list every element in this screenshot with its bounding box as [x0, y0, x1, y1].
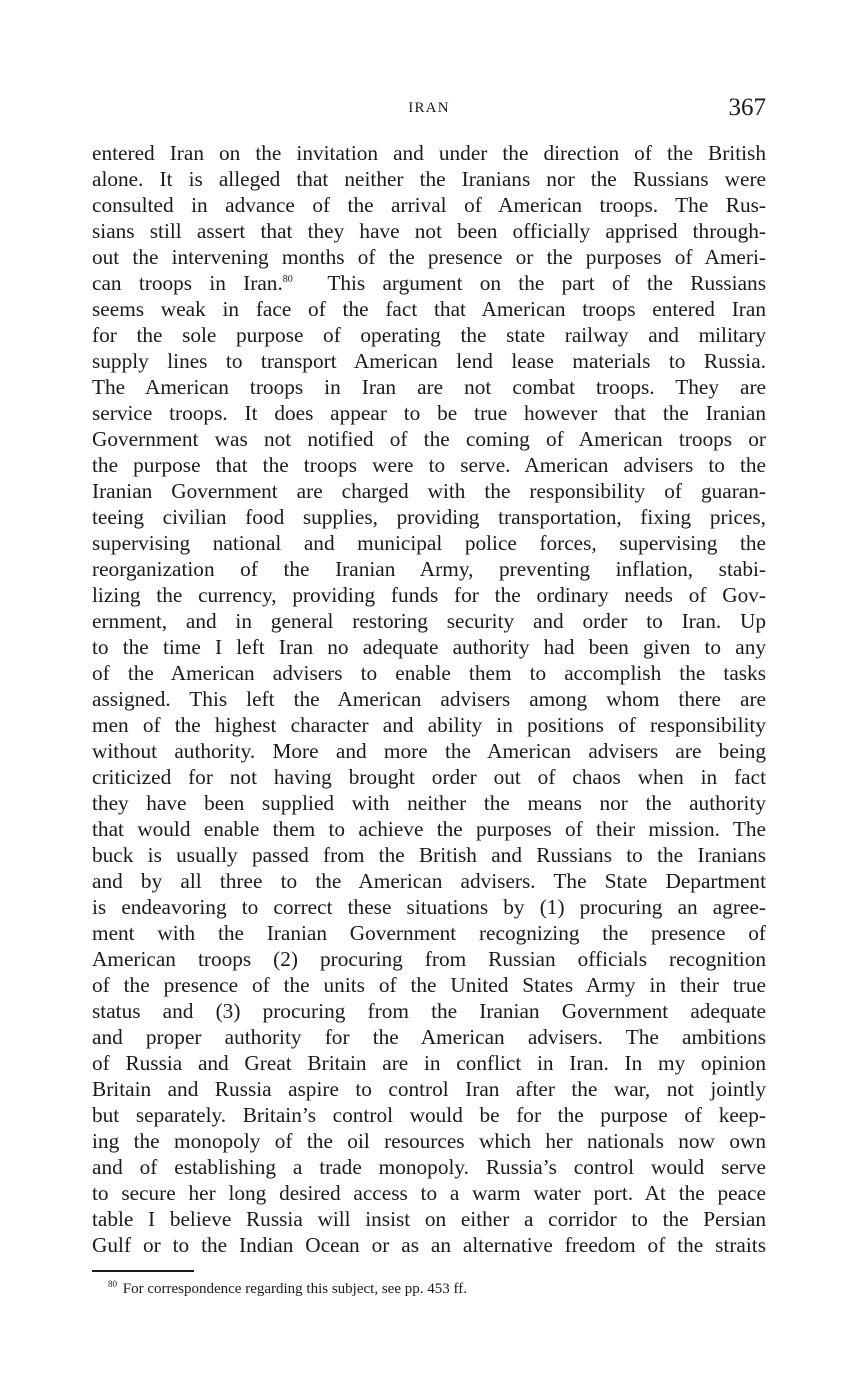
text-line: and proper authority for the American advisers. The ambitions [92, 1025, 766, 1049]
text-line: that would enable them to achieve the purposes of their mission. The [92, 817, 766, 841]
text-line: ment with the Iranian Government recognizing the presence of [92, 921, 766, 945]
text-line: men of the highest character and ability in positions of responsibility [92, 713, 766, 737]
text-line: The American troops in Iran are not combat troops. They are [92, 375, 766, 399]
running-head [92, 94, 766, 126]
text-line: reorganization of the Iranian Army, preventing inflation, stabi- [92, 557, 766, 581]
text-line: table I believe Russia will insist on either a corridor to the Persian [92, 1207, 766, 1231]
text-line: supply lines to transport American lend lease materials to Russia. [92, 349, 766, 373]
text-line: to the time I left Iran no adequate authority had been given to any [92, 635, 766, 659]
text-line: for the sole purpose of operating the state railway and military [92, 323, 766, 347]
page-number: 367 [728, 94, 766, 121]
text-line: Iranian Government are charged with the responsibility of guaran- [92, 479, 766, 503]
text-line: entered Iran on the invitation and under the direction of the British [92, 141, 766, 165]
text-line: of Russia and Great Britain are in conflict in Iran. In my opinion [92, 1051, 766, 1075]
text-line: ernment, and in general restoring security and order to Iran. Up [92, 609, 766, 633]
text-line: supervising national and municipal police forces, supervising the [92, 531, 766, 555]
text-line: is endeavoring to correct these situations by (1) procuring an agree- [92, 895, 766, 919]
footnote-reference: 80 [282, 274, 293, 285]
text-line: of the presence of the units of the United States Army in their true [92, 973, 766, 997]
text-line: status and (3) procuring from the Iranian Government adequate [92, 999, 766, 1023]
text-line: consulted in advance of the arrival of American troops. The Rus- [92, 193, 766, 217]
text-line: the purpose that the troops were to serve. American advisers to the [92, 453, 766, 477]
text-line: service troops. It does appear to be true however that the Iranian [92, 401, 766, 425]
text-line: and of establishing a trade monopoly. Russia’s control would serve [92, 1155, 766, 1179]
text-line: ing the monopoly of the oil resources which her nationals now own [92, 1129, 766, 1153]
body-text [92, 140, 766, 1258]
text-line: and by all three to the American advisers. The State Department [92, 869, 766, 893]
text-line: lizing the currency, providing funds for the ordinary needs of Gov- [92, 583, 766, 607]
running-title: IRAN [408, 100, 450, 116]
footnote [108, 1281, 467, 1298]
text-line: criticized for not having brought order out of chaos when in fact [92, 765, 766, 789]
text-line: assigned. This left the American advisers among whom there are [92, 687, 766, 711]
text-line: Government was not notified of the coming of American troops or [92, 427, 766, 451]
text-line: of the American advisers to enable them to accomplish the tasks [92, 661, 766, 685]
text-line: American troops (2) procuring from Russian officials recognition [92, 947, 766, 971]
footnote-marker: 80 [108, 1279, 117, 1289]
text-line: teeing civilian food supplies, providing transportation, fixing prices, [92, 505, 766, 529]
text-fragment: can troops in Iran. [92, 271, 283, 295]
text-fragment: This argument on the part of the Russians [327, 271, 766, 295]
text-line: to secure her long desired access to a warm water port. At the peace [92, 1181, 766, 1205]
text-line: Britain and Russia aspire to control Iran after the war, not jointly [92, 1077, 766, 1101]
footnote-text: For correspondence regarding this subject, see pp. 453 ff. [122, 1281, 467, 1297]
text-line: Gulf or to the Indian Ocean or as an alternative freedom of the straits [92, 1233, 766, 1257]
text-line: but separately. Britain’s control would be for the purpose of keep- [92, 1103, 766, 1127]
text-line: without authority. More and more the American advisers are being [92, 739, 766, 763]
text-line: sians still assert that they have not been officially apprised through- [92, 219, 766, 243]
text-line: buck is usually passed from the British and Russians to the Iranians [92, 843, 766, 867]
text-line: out the intervening months of the presence or the purposes of Ameri- [92, 245, 766, 269]
footnote-rule [92, 1270, 194, 1272]
text-line: seems weak in face of the fact that American troops entered Iran [92, 297, 766, 321]
text-line-with-footnote [92, 270, 766, 296]
text-line: alone. It is alleged that neither the Iranians nor the Russians were [92, 167, 766, 191]
text-line: they have been supplied with neither the means nor the authority [92, 791, 766, 815]
